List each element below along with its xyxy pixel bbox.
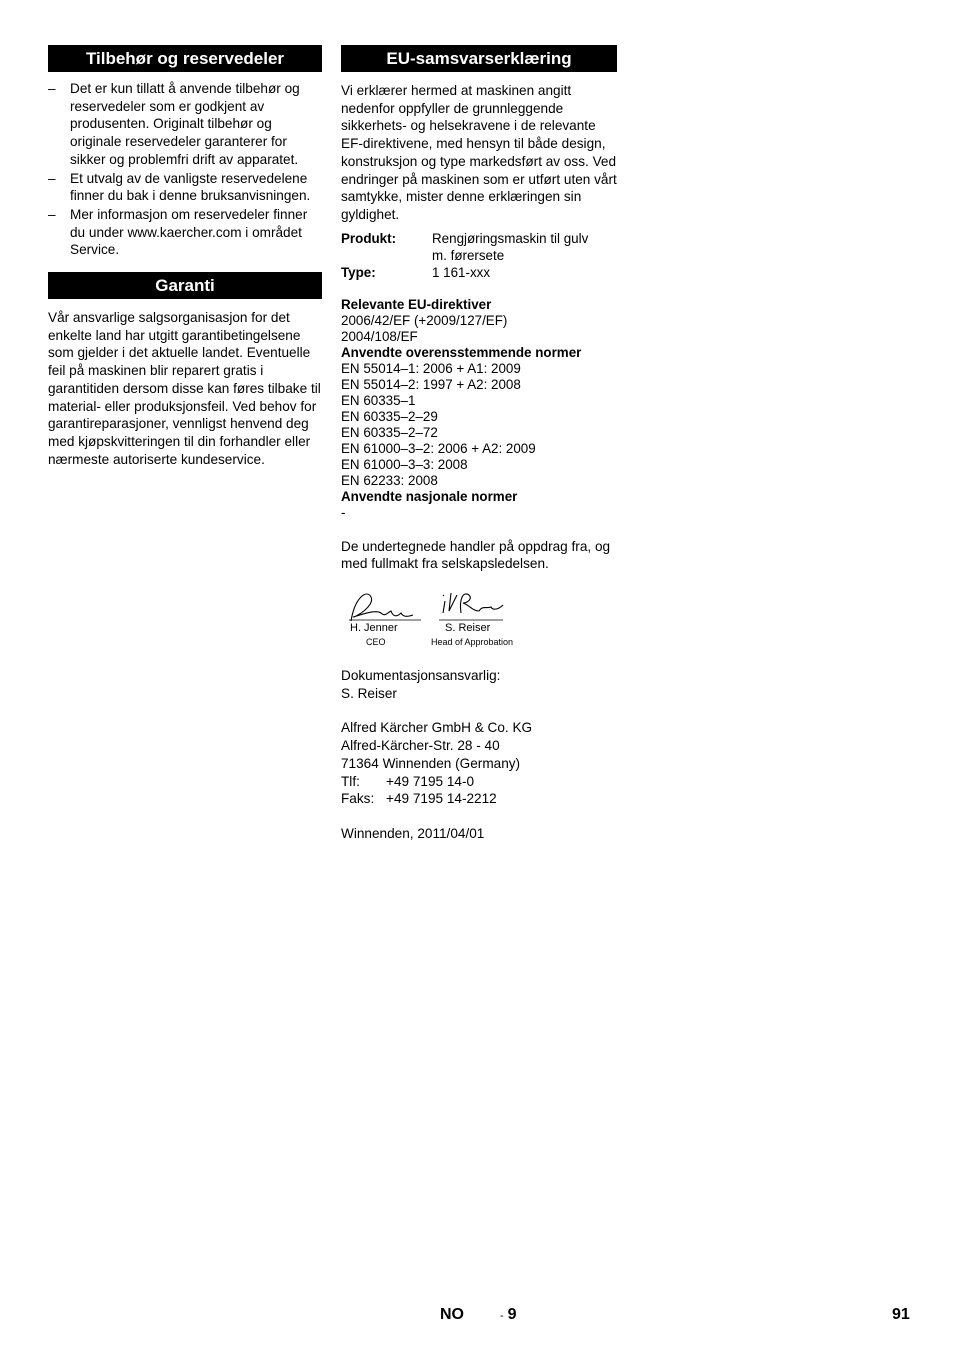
declaration-heading: EU-samsvarserklæring [341,45,617,72]
directive-item: 2006/42/EF (+2009/127/EF) [341,312,508,328]
page-footer [0,1306,954,1330]
standard-item: EN 61000–3–3: 2008 [341,456,468,472]
standard-item: EN 55014–2: 1997 + A2: 2008 [341,376,521,392]
company-street: Alfred-Kärcher-Str. 28 - 40 [341,738,500,754]
accessories-heading: Tilbehør og reservedeler [48,45,322,72]
company-address [341,719,617,808]
company-city: 71364 Winnenden (Germany) [341,755,521,771]
standard-item: EN 60335–2–29 [341,408,438,424]
directives-block [341,297,617,521]
warranty-text: Vår ansvarlige salgsorganisasjon for det enkelte land har utgitt garantibetingelsene som gjelder i det aktuelle landet. Eventuelle feil på maskinen blir reparert gratis i garantitiden dersom disse kan føres tilbake til material- eller produksjonsfeil. Ved behov for garantireparasjoner, vennligst henvend deg med kjøpskvitteringen til din forhandler eller nærmeste autoriserte kundeservice. [48,310,321,467]
language-code: NO [440,1306,464,1323]
tel-value: +49 7195 14-0 [386,773,475,789]
declaration-intro: Vi erklærer hermed at maskinen angitt nedenfor oppfyller de grunnleggende sikkerhets- og helsekravene i de relevante EF-direktivene, med hensyn til både design, konstruksjon og type markedsført av oss. Ved endringer på maskinen som er utført uten vårt samtykke, mister denne erklæringen sin gyldighet. [341,83,617,222]
signer-1-role: CEO [366,637,386,648]
doc-name: S. Reiser [341,685,397,701]
product-value-cont: m. førersete [432,247,505,263]
list-item: – Et utvalg av de vanligste reservedelene finner du bak i denne bruksanvisningen. [48,170,311,204]
directive-item: 2004/108/EF [341,328,418,344]
standard-item: EN 61000–3–2: 2006 + A2: 2009 [341,440,536,456]
type-label: Type: [341,264,376,280]
standard-item: EN 60335–2–72 [341,424,438,440]
fax-label: Faks: [341,791,375,807]
standards-heading: Anvendte overensstemmende normer [341,344,582,360]
fax-value: +49 7195 14-2212 [386,791,497,807]
signatures [341,587,617,651]
product-value: Rengjøringsmaskin til gulv [432,230,589,246]
list-item: – Mer informasjon om reservedeler finner du under www.kaercher.com i området Service. [48,206,308,258]
standard-item: EN 55014–1: 2006 + A1: 2009 [341,360,521,376]
company-name: Alfred Kärcher GmbH & Co. KG [341,720,533,736]
signatory-text: De undertegnede handler på oppdrag fra, og med fullmakt fra selskapsledelsen. [341,538,611,572]
signer-1-name: H. Jenner [350,622,398,635]
national-value: - [341,504,346,520]
product-label: Produkt: [341,230,397,246]
type-value: 1 161-xxx [432,264,491,280]
warranty-heading: Garanti [48,272,322,299]
list-item: – Det er kun tillatt å anvende tilbehør og reservedeler som er godkjent av produsenten. Originalt tilbehør og originale reservedeler garanterer for sikker og problemfri drift av apparatet. [48,81,300,167]
national-heading: Anvendte nasjonale normer [341,488,518,504]
standard-item: EN 62233: 2008 [341,472,438,488]
signer-2-role: Head of Approbation [431,637,514,648]
standard-item: EN 60335–1 [341,392,416,408]
accessories-list [48,80,322,259]
tel-label: Tlf: [341,773,360,789]
signer-2-name: S. Reiser [445,622,491,635]
documentation-block [341,667,617,702]
page-number: 91 [892,1306,910,1323]
left-column [48,45,322,468]
product-spec [341,230,617,281]
right-column [341,45,617,843]
doc-label: Dokumentasjonsansvarlig: [341,668,501,684]
local-page: - 9 [500,1306,517,1323]
directives-heading: Relevante EU-direktiver [341,296,492,312]
place-date: Winnenden, 2011/04/01 [341,825,485,841]
